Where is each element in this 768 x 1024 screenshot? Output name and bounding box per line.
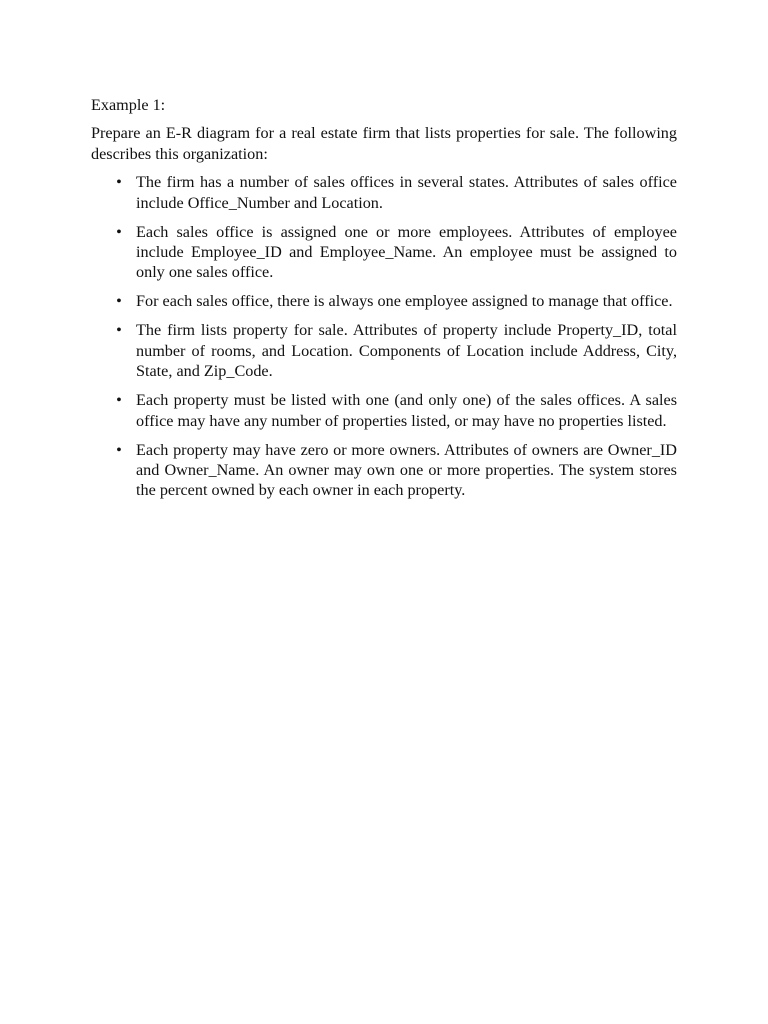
list-item xyxy=(91,390,677,431)
list-item-text: The firm lists property for sale. Attributes of property include Property_ID, total number of rooms, and Location. Components of Location include Address, City, State, and Zip_Code. xyxy=(136,321,677,381)
list-item xyxy=(91,320,677,381)
example-heading: Example 1: xyxy=(91,96,166,114)
bullet-icon: • xyxy=(116,173,122,192)
bullet-icon: • xyxy=(116,391,122,410)
list-item-text: The firm has a number of sales offices in several states. Attributes of sales office include Office_Number and Location. xyxy=(136,173,677,212)
bullet-icon: • xyxy=(116,321,122,340)
list-item-text: Each property must be listed with one (and only one) of the sales offices. A sales office may have any number of properties listed, or may have no properties listed. xyxy=(136,391,677,430)
list-item-text: Each sales office is assigned one or more employees. Attributes of employee include Employee_ID and Employee_Name. An employee must be assigned to only one sales office. xyxy=(136,222,677,282)
bullet-icon: • xyxy=(116,222,122,241)
list-item xyxy=(91,440,677,501)
bullet-icon: • xyxy=(116,292,122,311)
list-item xyxy=(91,291,677,311)
list-item-text: Each property may have zero or more owners. Attributes of owners are Owner_ID and Owner_Name. An owner may own one or more properties. The system stores the percent owned by each owner in each property. xyxy=(136,440,677,500)
list-item xyxy=(91,222,677,283)
intro-paragraph: Prepare an E-R diagram for a real estate firm that lists properties for sale. The following describes this organization: xyxy=(91,124,677,163)
document-page xyxy=(91,95,677,509)
requirements-list xyxy=(91,172,677,501)
list-item xyxy=(91,172,677,213)
bullet-icon: • xyxy=(116,440,122,459)
list-item-text: For each sales office, there is always one employee assigned to manage that office. xyxy=(136,292,673,311)
